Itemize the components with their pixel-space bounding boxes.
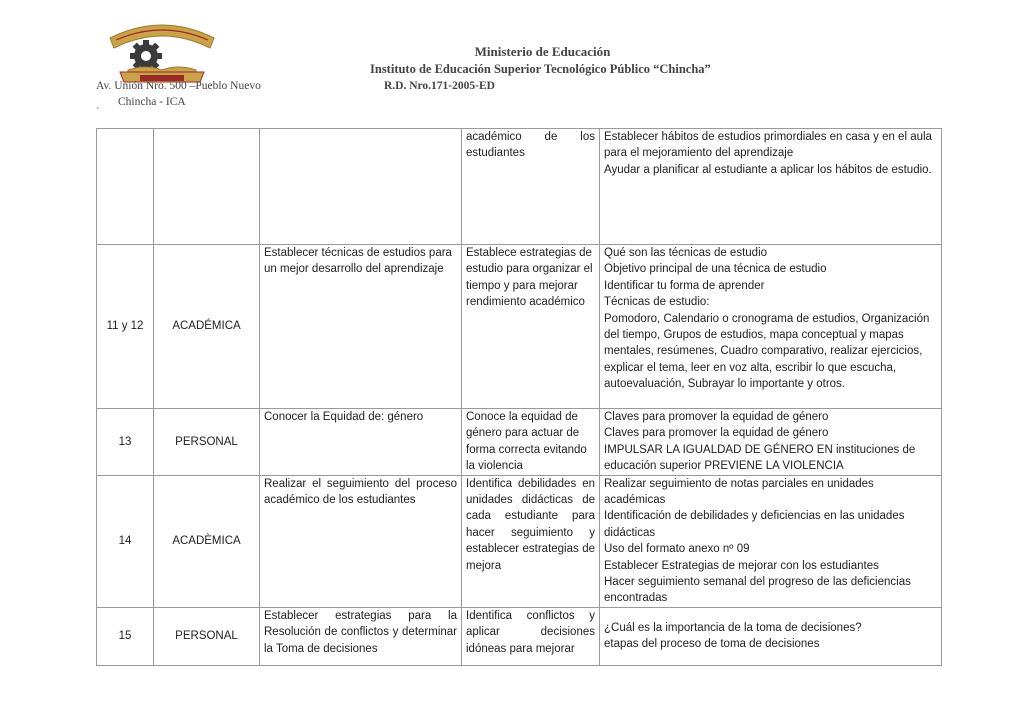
objective-cell: [260, 245, 462, 409]
content-line: Ayudar a planificar al estudiante a aplicar los hábitos de estudio.: [604, 163, 932, 176]
content-line: etapas del proceso de toma de decisiones: [604, 638, 820, 651]
stray-mark: `: [96, 107, 100, 118]
content-line: Pomodoro, Calendario o cronograma de estudios, Organización del tiempo, Grupos de estudios, mapa conceptual y mapas mentales, resúmenes, Cuadro comparativo, realizar ejercicios, explicar el tema, leer en voz alta, escribir lo que escucha, autoevaluación, Subrayar lo importante y otros.: [604, 312, 930, 391]
content-line: Identificación de debilidades y deficiencias en las unidades didácticas: [604, 510, 905, 539]
content-line: IMPULSAR LA IGUALDAD DE GÉNERO EN instituciones de educación superior PREVIENE LA VIOLENCIA: [604, 443, 916, 473]
content-cell: [600, 475, 942, 607]
content-line: Claves para promover la equidad de género: [604, 427, 829, 440]
indicator-cell: [462, 409, 600, 476]
content-cell: [600, 245, 942, 409]
tutoring-plan-table: [96, 128, 942, 666]
objective-text: Conocer la Equidad de: género: [264, 411, 424, 423]
session-cell: 11 y 12: [97, 245, 154, 409]
session-cell: 13: [97, 409, 154, 476]
content-cell: [600, 409, 942, 476]
indicator-text: Establece estrategias de estudio para organizar el tiempo y para mejorar rendimiento académico: [466, 247, 593, 309]
content-line: Qué son las técnicas de estudio: [604, 247, 768, 259]
indicator-text: académico de los estudiantes: [466, 131, 595, 160]
session-cell: 15: [97, 607, 154, 665]
objective-cell: [260, 475, 462, 607]
ministry-title: Ministerio de Educación: [474, 44, 611, 59]
content-line: ¿Cuál es la importancia de la toma de decisiones?: [604, 621, 862, 634]
institute-address: Av. Unión Nro. 500 –Pueblo Nuevo: [96, 80, 261, 92]
area-cell: ACADÈMICA: [154, 475, 260, 607]
objective-text: Establecer estrategias para la Resolución de conflictos y determinar la Toma de decisiones: [264, 609, 457, 655]
area-cell: [154, 129, 260, 245]
content-line: Identificar tu forma de aprender: [604, 279, 765, 292]
indicator-cell: [462, 245, 600, 409]
content-line: Claves para promover la equidad de género: [604, 411, 829, 423]
indicator-text: Conoce la equidad de género para actuar de forma correcta evitando la violencia: [466, 411, 587, 473]
indicator-text: Identifica debilidades en unidades didácticas de cada estudiante para hacer seguimiento y establecer estrategias de mejora: [466, 477, 595, 572]
objective-cell: [260, 129, 462, 245]
objective-cell: [260, 607, 462, 665]
content-line: Objetivo principal de una técnica de estudio: [604, 263, 827, 276]
institute-city: Chincha - ICA: [118, 96, 186, 108]
indicator-cell: [462, 129, 600, 245]
area-cell: ACADÉMICA: [154, 245, 260, 409]
content-line: Técnicas de estudio:: [604, 296, 710, 309]
table-row: [97, 475, 942, 607]
session-cell: [97, 129, 154, 245]
objective-text: Establecer técnicas de estudios para un mejor desarrollo del aprendizaje: [264, 247, 452, 276]
table-row: [97, 607, 942, 665]
table-row: [97, 409, 942, 476]
content-line: Uso del formato anexo nº 09: [604, 543, 750, 556]
area-cell: PERSONAL: [154, 607, 260, 665]
content-line: Realizar seguimiento de notas parciales en unidades académicas: [604, 477, 874, 507]
content-cell: [600, 607, 942, 665]
resolution-number: R.D. Nro.171-2005-ED: [384, 80, 495, 92]
objective-cell: [260, 409, 462, 476]
indicator-cell: [462, 607, 600, 665]
area-cell: PERSONAL: [154, 409, 260, 476]
institute-name: Instituto de Educación Superior Tecnológico Público “Chincha”: [370, 62, 711, 76]
indicator-cell: [462, 475, 600, 607]
session-cell: 14: [97, 475, 154, 607]
content-line: Establecer hábitos de estudios primordiales en casa y en el aula para el mejoramiento del aprendizaje: [604, 131, 932, 160]
indicator-text: Identifica conflictos y aplicar decisiones idóneas para mejorar: [466, 609, 595, 655]
table-row: [97, 129, 942, 245]
objective-text: Realizar el seguimiento del proceso académico de los estudiantes: [264, 477, 457, 507]
content-line: Hacer seguimiento semanal del progreso de las deficiencias encontradas: [604, 576, 911, 605]
content-cell: [600, 129, 942, 245]
table-row: [97, 245, 942, 409]
content-line: Establecer Estrategias de mejorar con los estudiantes: [604, 559, 879, 572]
